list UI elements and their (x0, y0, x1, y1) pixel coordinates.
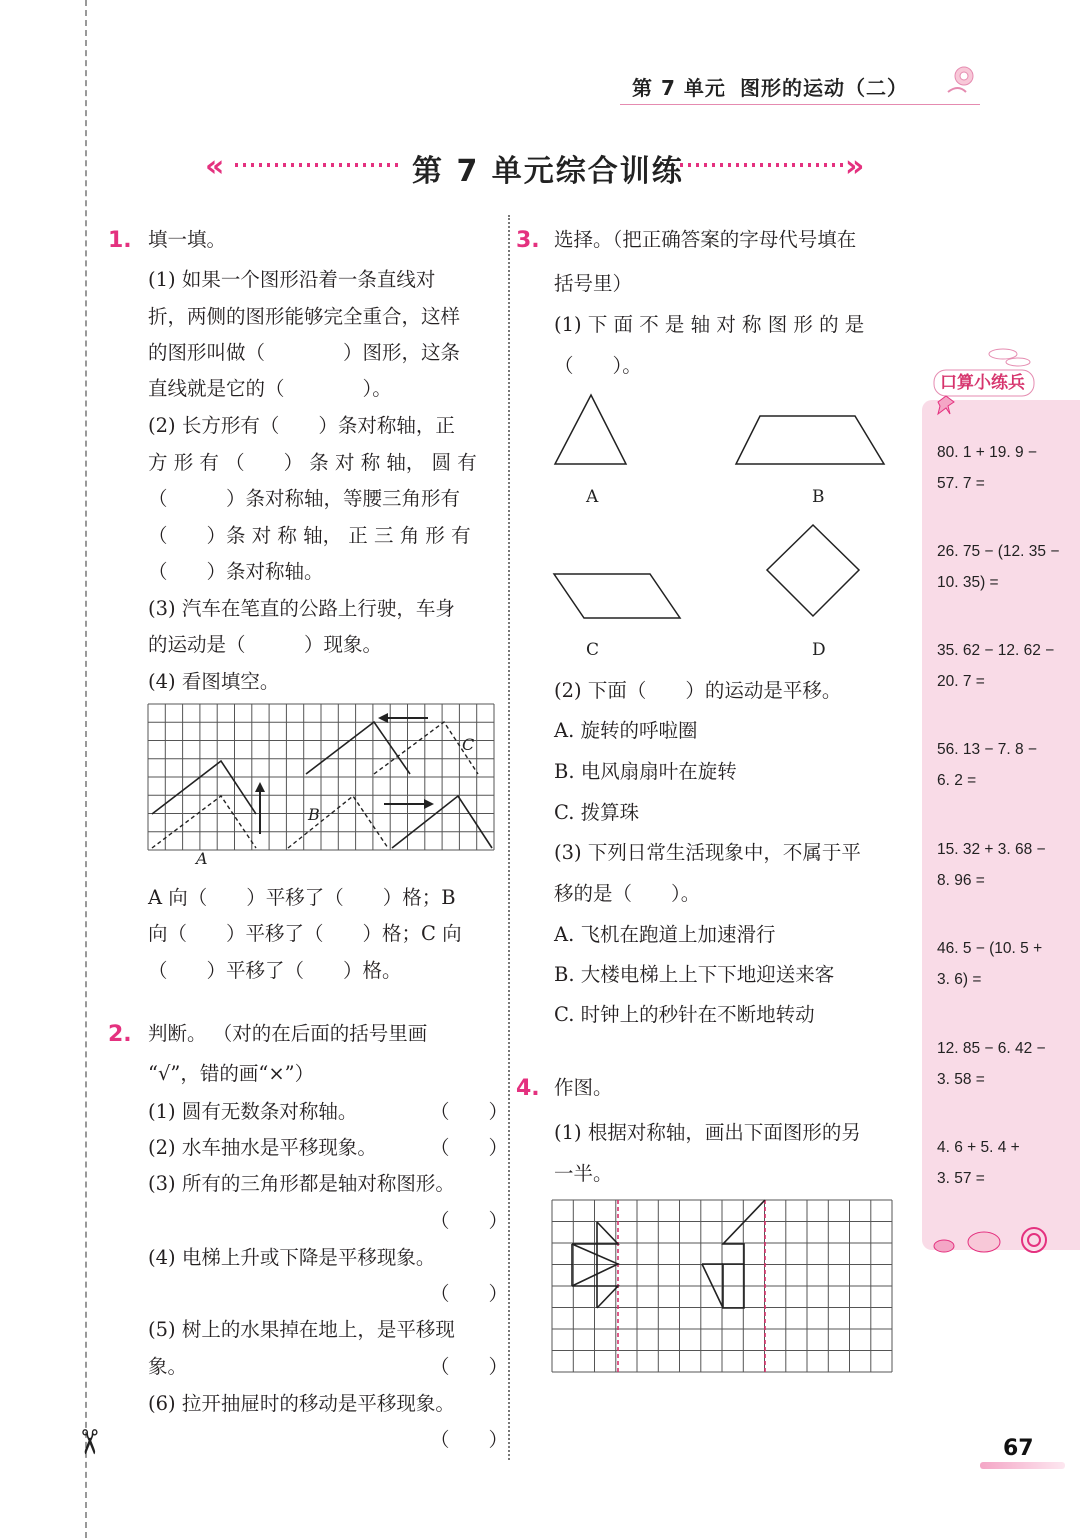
symmetry-grid[interactable] (552, 1200, 894, 1374)
q1-after-line: 向（ ）平移了（ ）格；C 向 (148, 922, 462, 945)
cut-line (85, 0, 87, 1538)
mental-math-item: 35. 62 − 12. 62 − 20. 7 = (937, 642, 1055, 690)
shape-b-trapezoid (736, 416, 884, 464)
q1-number: 1. (108, 228, 132, 253)
svg-text:«: « (205, 149, 225, 184)
mental-math-item: 46. 5 − (10. 5 + 3. 6) = (937, 940, 1043, 988)
mental-math-panel (922, 400, 1080, 1250)
header-unit: 第 7 单元 (632, 76, 726, 100)
mental-math-item: 26. 75 − (12. 35 − 10. 35) = (937, 543, 1060, 591)
q3-part3-b: 移的是（ ）。 (554, 882, 701, 905)
answer-bracket[interactable]: （ ） (430, 1428, 509, 1451)
mental-math-item: 4. 6 + 5. 4 + 3. 57 = (937, 1139, 1020, 1187)
q3-part3-option[interactable]: C. 时钟上的秒针在不断地转动 (554, 1003, 815, 1026)
q2-item: (4) 电梯上升或下降是平移现象。 (148, 1246, 436, 1269)
answer-bracket[interactable]: （ ） (430, 1100, 509, 1123)
q1-line: 折，两侧的图形能够完全重合，这样 (148, 305, 461, 328)
q2-number: 2. (108, 1022, 132, 1047)
grid-label-a: A (196, 849, 208, 868)
q1-line: (1) 如果一个图形沿着一条直线对 (148, 268, 436, 291)
header-rule (620, 104, 980, 105)
answer-bracket[interactable]: （ ） (430, 1355, 509, 1378)
shape-a-triangle (555, 395, 626, 464)
q3-part2: (2) 下面（ ）的运动是平移。 (554, 679, 842, 702)
q1-line: (4) 看图填空。 (148, 670, 280, 693)
answer-bracket[interactable]: （ ） (430, 1136, 509, 1159)
q3-part3-option[interactable]: B. 大楼电梯上上下下地迎送来客 (554, 963, 835, 986)
page-title: 第 7 单元综合训练 (412, 154, 684, 189)
shape-label-b: B (812, 487, 825, 507)
q1-line: (2) 长方形有（ ）条对称轴，正 (148, 414, 455, 437)
q3-number: 3. (516, 228, 540, 253)
q3-heading: 选择。（把正确答案的字母代号填在 (554, 228, 857, 251)
q1-after-line: （ ）平移了（ ）格。 (148, 959, 402, 982)
q1-line: 的图形叫做（ ）图形，这条 (148, 341, 461, 364)
q3-part1: (1) 下 面 不 是 轴 对 称 图 形 的 是 (554, 313, 865, 336)
q1-after-line: A 向（ ）平移了（ ）格；B (148, 886, 456, 909)
q1-line: 直线就是它的（ ）。 (148, 377, 392, 400)
q3-part1-bracket[interactable]: （ ）。 (554, 354, 642, 377)
shape-label-a: A (586, 487, 599, 507)
q4-part1: (1) 根据对称轴，画出下面图形的另 (554, 1121, 861, 1144)
flower-decoration-icon (940, 62, 980, 102)
q2-item: (2) 水车抽水是平移现象。 (148, 1136, 377, 1159)
page-number-bar (980, 1462, 1065, 1469)
q3-shapes (550, 390, 890, 670)
mental-math-item: 80. 1 + 19. 9 − 57. 7 = (937, 444, 1037, 492)
q3-part2-option[interactable]: C. 拨算珠 (554, 801, 640, 824)
q4-heading: 作图。 (554, 1076, 613, 1099)
column-separator (508, 215, 510, 1460)
q4-number: 4. (516, 1076, 540, 1101)
q3-part2-option[interactable]: A. 旋转的呼啦圈 (554, 719, 698, 742)
answer-bracket[interactable]: （ ） (430, 1209, 509, 1232)
answer-bracket[interactable]: （ ） (430, 1282, 509, 1305)
mental-math-item: 56. 13 − 7. 8 − 6. 2 = (937, 741, 1037, 789)
page-number: 67 (1003, 1436, 1034, 1461)
shape-d-diamond (767, 525, 859, 616)
shell-decoration-icon (926, 1222, 1056, 1262)
q1-line: (3) 汽车在笔直的公路上行驶，车身 (148, 597, 455, 620)
shape-label-c: C (586, 640, 600, 660)
q2-heading-2: “√”，错的画“×”） (148, 1062, 315, 1085)
q1-line: 方 形 有 （ ） 条 对 称 轴， 圆 有 (148, 451, 477, 474)
mental-math-item: 15. 32 + 3. 68 − 8. 96 = (937, 841, 1046, 889)
q2-item: (5) 树上的水果掉在地上，是平移现 (148, 1318, 455, 1341)
q2-item: (6) 拉开抽屉时的移动是平移现象。 (148, 1392, 455, 1415)
q1-heading: 填一填。 (148, 228, 227, 251)
scissors-icon: ✂ (68, 1427, 109, 1457)
grid-label-b: B (308, 805, 320, 824)
q1-line: （ ）条对称轴。 (148, 560, 324, 583)
header-topic: 图形的运动（二） (740, 76, 908, 100)
shape-label-d: D (812, 640, 826, 660)
grid-label-c: C (462, 735, 475, 754)
svg-text:»: » (845, 149, 865, 184)
mental-math-item: 12. 85 − 6. 42 − 3. 58 = (937, 1040, 1046, 1088)
q3-part3-option[interactable]: A. 飞机在跑道上加速滑行 (554, 923, 776, 946)
q3-heading-2: 括号里） (554, 272, 633, 295)
q2-item: (1) 圆有无数条对称轴。 (148, 1100, 358, 1123)
q3-part3: (3) 下列日常生活现象中，不属于平 (554, 841, 861, 864)
q2-item-continued: 象。 (148, 1355, 188, 1378)
q2-heading: 判断。 （对的在后面的括号里画 (148, 1022, 428, 1045)
q1-line: （ ）条 对 称 轴， 正 三 角 形 有 (148, 524, 471, 547)
q4-part1-b: 一半。 (554, 1162, 613, 1185)
shape-c-parallelogram (554, 574, 680, 618)
q1-line: 的运动是（ ）现象。 (148, 633, 383, 656)
q1-line: （ ）条对称轴，等腰三角形有 (148, 487, 461, 510)
q3-part2-option[interactable]: B. 电风扇扇叶在旋转 (554, 760, 737, 783)
mental-math-title: 口算小练兵 (940, 373, 1025, 393)
translation-grid (148, 704, 496, 868)
q2-item: (3) 所有的三角形都是轴对称图形。 (148, 1172, 455, 1195)
